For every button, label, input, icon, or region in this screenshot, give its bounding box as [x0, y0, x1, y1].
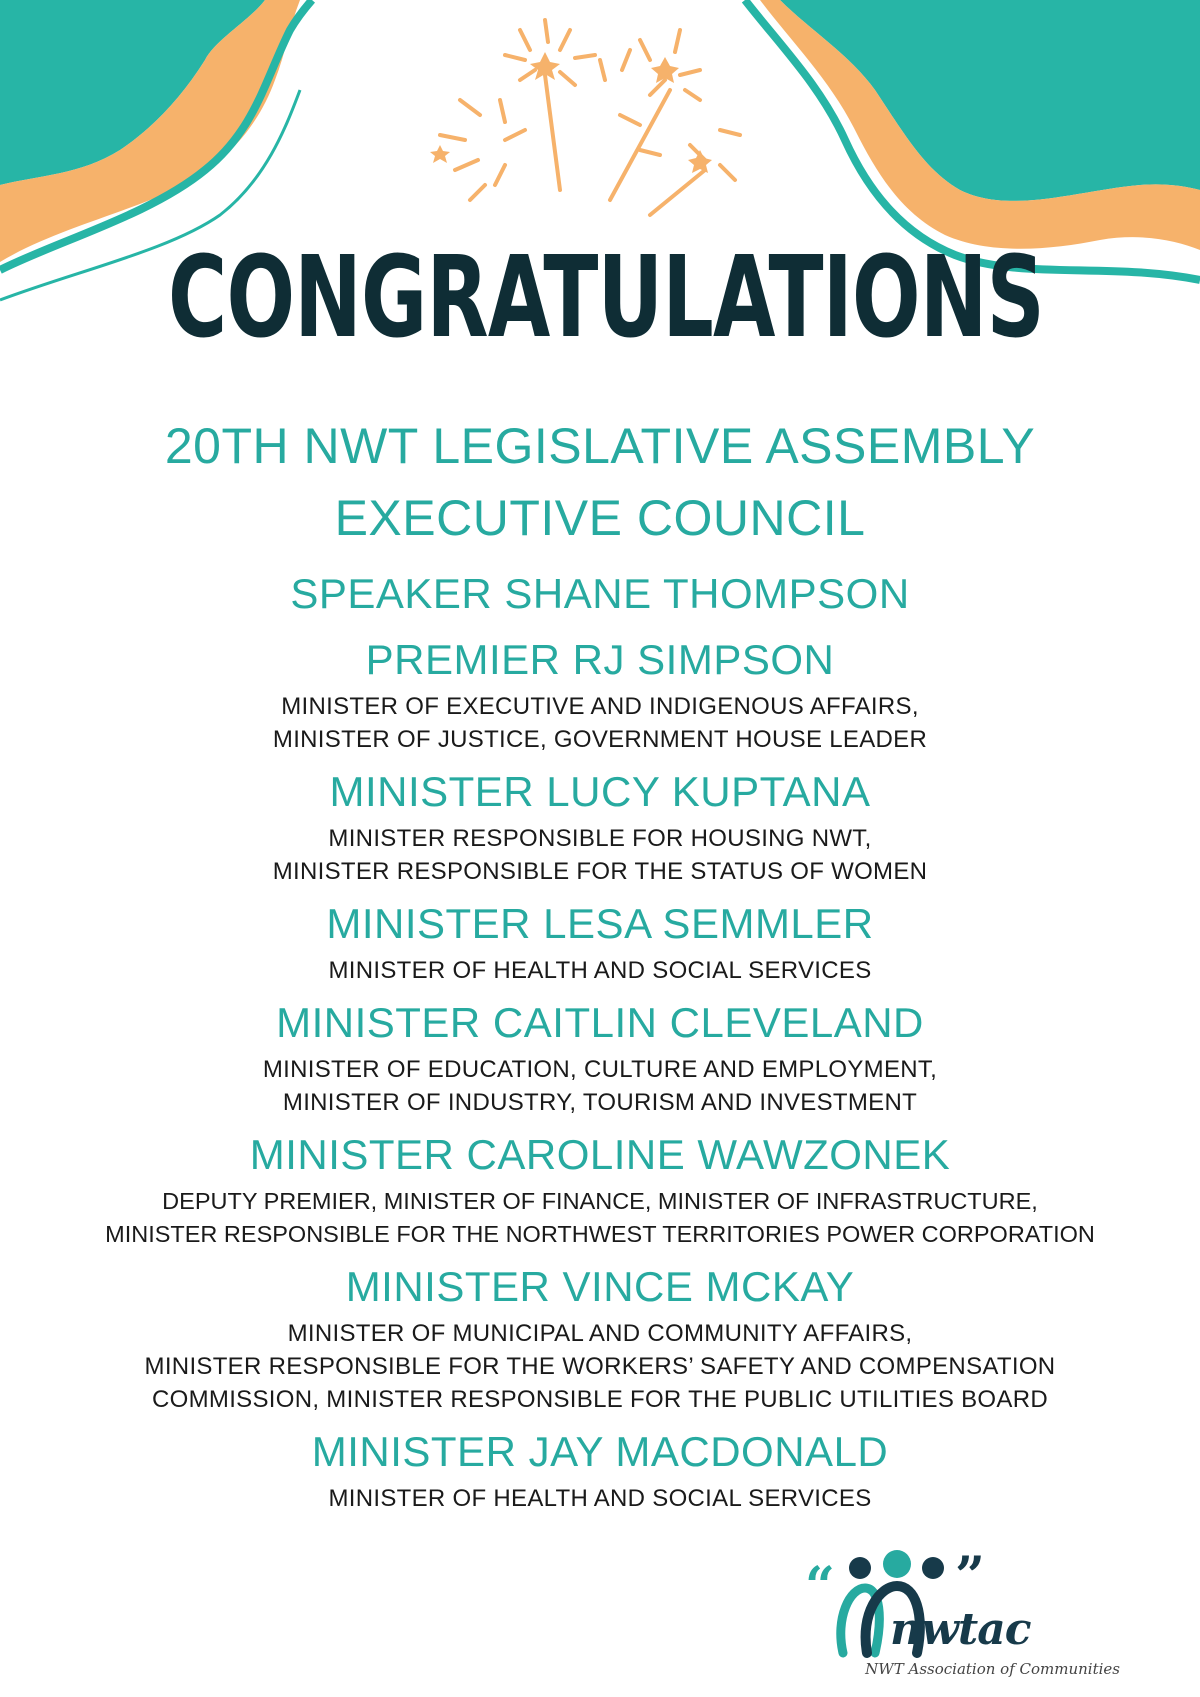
fireworks-decoration	[440, 20, 740, 215]
member-portfolio-line: MINISTER OF EDUCATION, CULTURE AND EMPLOYMENT,	[262, 1056, 938, 1083]
member-name: MINISTER VINCE MCKAY	[345, 1263, 855, 1310]
member-name: MINISTER LUCY KUPTANA	[329, 768, 871, 815]
member-block	[0, 630, 1200, 756]
member-name: MINISTER JAY MACDONALD	[311, 1428, 889, 1475]
logo-tagline: NWT Association of Communities	[865, 1660, 1120, 1678]
member-block	[0, 762, 1200, 888]
council-heading: EXECUTIVE COUNCIL	[334, 490, 866, 546]
speaker-name: SPEAKER SHANE THOMPSON	[290, 570, 910, 617]
member-portfolio-line: MINISTER OF HEALTH AND SOCIAL SERVICES	[328, 1485, 872, 1512]
firework-stars	[430, 52, 712, 173]
member-portfolio-line: MINISTER OF MUNICIPAL AND COMMUNITY AFFAIRS,	[287, 1320, 913, 1347]
member-portfolio-line: MINISTER RESPONSIBLE FOR THE STATUS OF WOMEN	[272, 858, 928, 885]
member-name: MINISTER LESA SEMMLER	[326, 900, 874, 947]
member-portfolio-line: MINISTER OF JUSTICE, GOVERNMENT HOUSE LEADER	[272, 726, 928, 753]
assembly-heading: 20TH NWT LEGISLATIVE ASSEMBLY	[164, 418, 1036, 474]
member-portfolio-line: MINISTER OF HEALTH AND SOCIAL SERVICES	[328, 957, 872, 984]
member-portfolio-line: DEPUTY PREMIER, MINISTER OF FINANCE, MINISTER OF INFRASTRUCTURE,	[162, 1188, 1038, 1214]
congratulations-title: CONGRATULATIONS	[167, 233, 1045, 363]
member-block	[0, 1422, 1200, 1515]
member-name: MINISTER CAITLIN CLEVELAND	[276, 999, 924, 1046]
poster-content	[0, 410, 1200, 1515]
member-block	[0, 894, 1200, 987]
member-name: PREMIER RJ SIMPSON	[365, 636, 835, 683]
logo-wordmark: nwtac	[890, 1604, 1031, 1655]
member-portfolio-line: MINISTER OF INDUSTRY, TOURISM AND INVESTMENT	[282, 1089, 918, 1116]
member-block	[0, 1257, 1200, 1416]
member-block	[0, 1125, 1200, 1251]
member-name: MINISTER CAROLINE WAWZONEK	[249, 1131, 951, 1178]
member-portfolio-line: MINISTER RESPONSIBLE FOR HOUSING NWT,	[328, 825, 872, 852]
member-portfolio-line: COMMISSION, MINISTER RESPONSIBLE FOR THE PUBLIC UTILITIES BOARD	[152, 1386, 1048, 1413]
svg-text:“: “	[805, 1556, 835, 1617]
member-portfolio-line: MINISTER RESPONSIBLE FOR THE NORTHWEST TERRITORIES POWER CORPORATION	[105, 1221, 1095, 1247]
member-portfolio-line: MINISTER RESPONSIBLE FOR THE WORKERS’ SAFETY AND COMPENSATION	[144, 1353, 1056, 1380]
svg-text:”: ”	[955, 1548, 985, 1607]
member-block	[0, 993, 1200, 1119]
member-portfolio-line: MINISTER OF EXECUTIVE AND INDIGENOUS AFFAIRS,	[281, 693, 919, 720]
nwtac-logo	[805, 1548, 1125, 1688]
